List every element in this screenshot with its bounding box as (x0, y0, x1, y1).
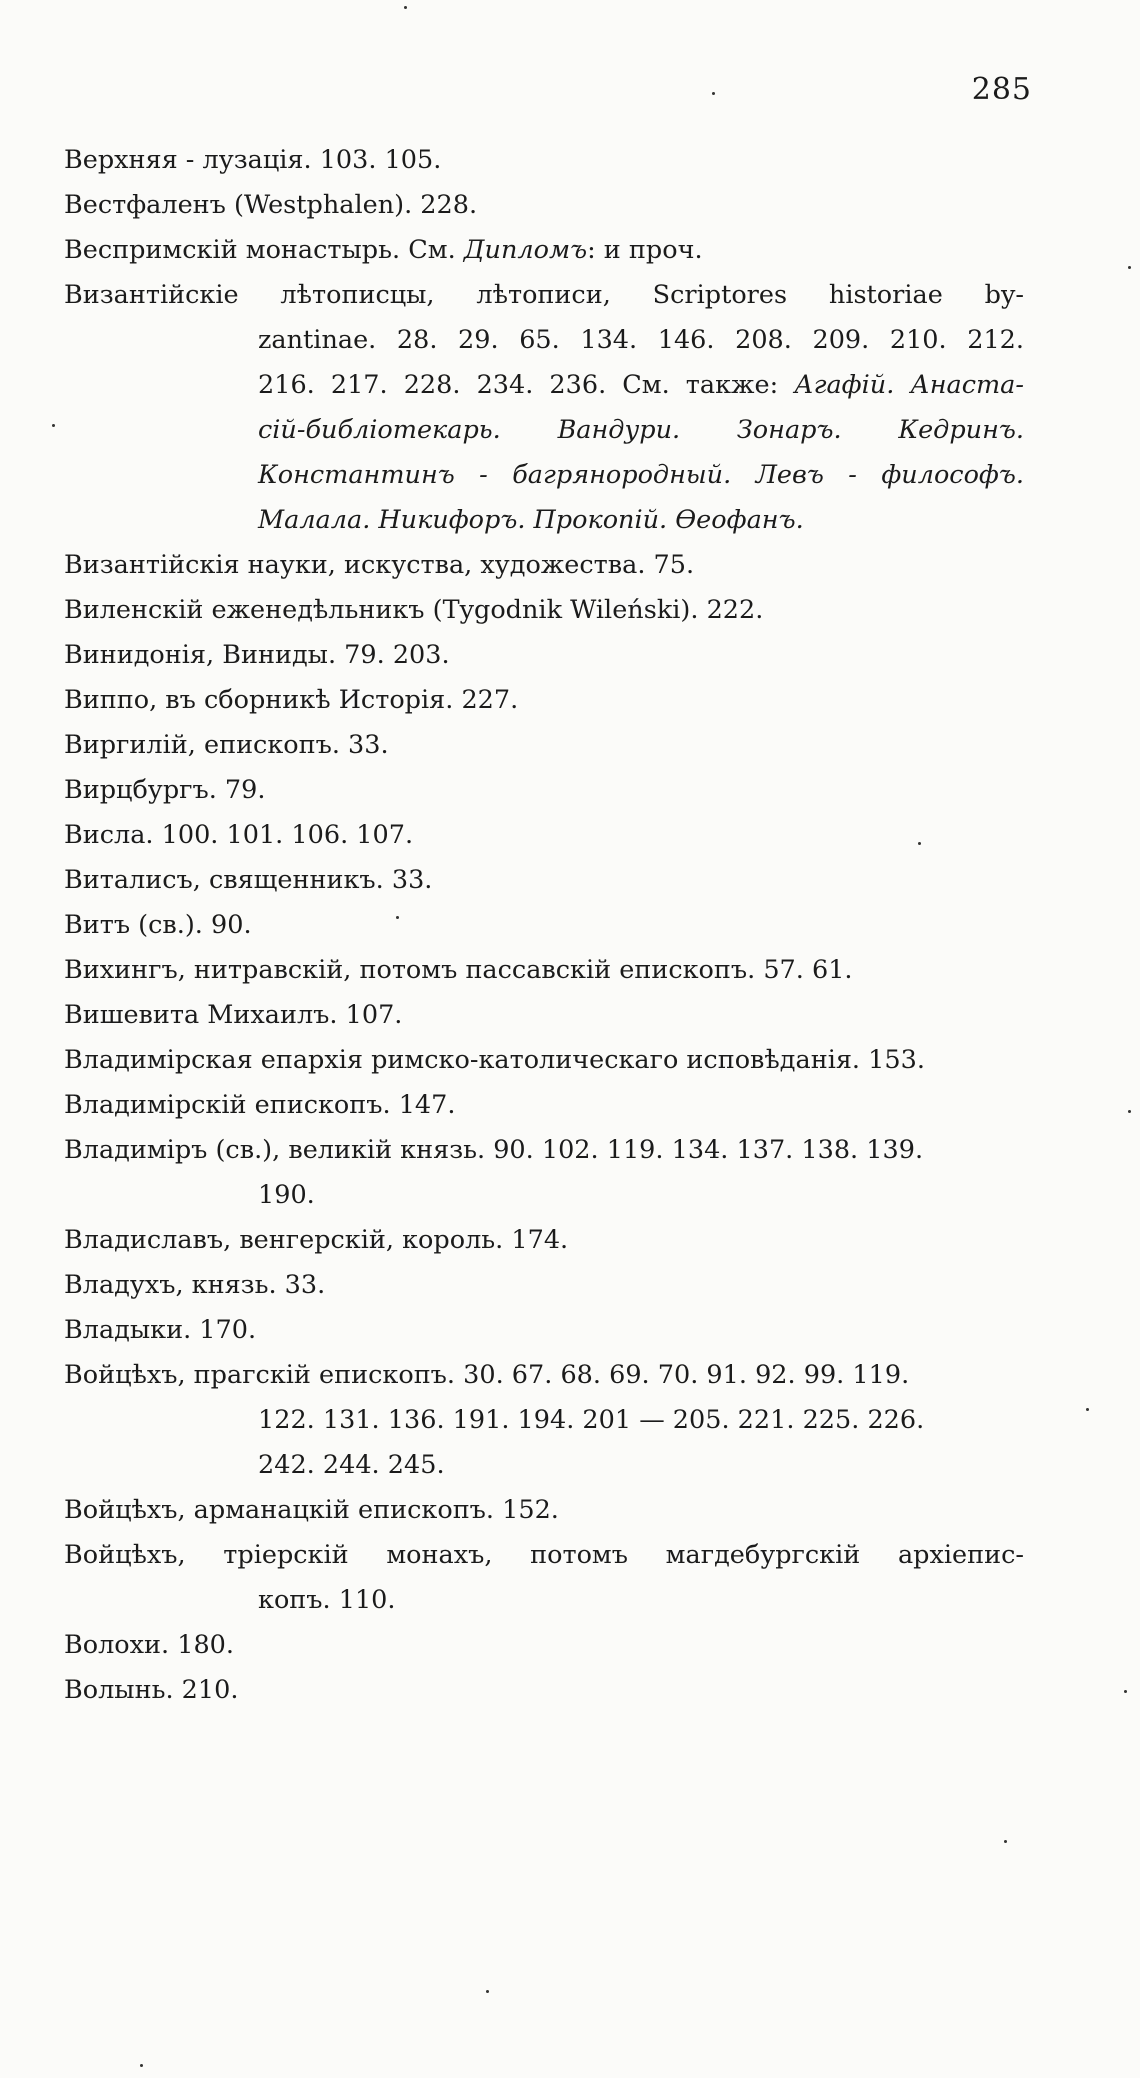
entry-crossref: Дипломъ (463, 235, 588, 265)
index-entry-continuation: Константинъ - багрянородный. Левъ - философъ. (258, 460, 1024, 490)
index-entry: Вихингъ, нитравскій, потомъ пассавскій епископъ. 57. 61. (64, 955, 853, 985)
index-entry: Войцѣхъ, прагскій епископъ. 30. 67. 68. 69. 70. 91. 92. 99. 119. (64, 1360, 910, 1390)
index-entry-continuation: 122. 131. 136. 191. 194. 201 — 205. 221. 225. 226. (258, 1405, 925, 1435)
index-entry: Висла. 100. 101. 106. 107. (64, 820, 414, 850)
index-entry: Вишевита Михаилъ. 107. (64, 1000, 403, 1030)
index-entry-continuation (64, 363, 1024, 408)
scan-speck (712, 92, 715, 95)
index-entry: Войцѣхъ, арманацкій епископъ. 152. (64, 1495, 559, 1525)
index-entry: Владиславъ, венгерскій, король. 174. (64, 1225, 569, 1255)
scan-speck (1128, 1110, 1131, 1113)
scan-speck (396, 916, 399, 919)
entry-text: 216. 217. 228. 234. 236. См. также: (258, 370, 795, 400)
index-entry: Владимірскій епископъ. 147. (64, 1090, 456, 1120)
index-entry-continuation: 190. (258, 1180, 315, 1210)
scan-speck (140, 2064, 143, 2067)
index-entry: Виргилій, епископъ. 33. (64, 730, 389, 760)
index-entry-continuation: Малала. Никифоръ. Прокопій. Ѳеофанъ. (258, 505, 804, 535)
index-entry: Владухъ, князь. 33. (64, 1270, 326, 1300)
index-entry: Волохи. 180. (64, 1630, 235, 1660)
index-entry-continuation: zantinae. 28. 29. 65. 134. 146. 208. 209. 210. 212. (258, 325, 1024, 355)
scan-speck (486, 1990, 489, 1993)
index-entry: Вестфаленъ (Westphalen). 228. (64, 190, 478, 220)
scan-speck (404, 6, 407, 9)
index-entry-continuation: 242. 244. 245. (258, 1450, 445, 1480)
index-entry: Винидонія, Виниды. 79. 203. (64, 640, 450, 670)
scan-speck (1128, 266, 1131, 269)
scan-speck (1124, 1690, 1127, 1693)
entry-crossref: Агафій. Анаста- (794, 370, 1024, 400)
scan-speck (918, 842, 921, 845)
index-entry: Византійскіе лѣтописцы, лѣтописи, Scriptores historiae by- (64, 280, 1024, 310)
index-entry: Виленскій еженедѣльникъ (Tygodnik Wileński). 222. (64, 595, 764, 625)
index-entry-continuation: копъ. 110. (258, 1585, 396, 1615)
entry-text: Веспримскій монастырь. См. (64, 235, 464, 265)
index-entry: Волынь. 210. (64, 1675, 239, 1705)
scan-speck (52, 424, 55, 427)
index-entry: Войцѣхъ, тріерскій монахъ, потомъ магдебургскій архіепис- (64, 1540, 1024, 1570)
index-entry: Витъ (св.). 90. (64, 910, 252, 940)
index-entry (64, 228, 1024, 273)
index-entry: Вирцбургъ. 79. (64, 775, 266, 805)
index-entry: Виталисъ, священникъ. 33. (64, 865, 433, 895)
index-entry: Верхняя - лузація. 103. 105. (64, 145, 442, 175)
index-entry-continuation: сій-библіотекарь. Вандури. Зонаръ. Кедринъ. (258, 415, 1024, 445)
scan-speck (1086, 1408, 1089, 1411)
index-entry: Византійскія науки, искуства, художества. 75. (64, 550, 695, 580)
entry-text: : и проч. (587, 235, 703, 265)
page-number: 285 (971, 72, 1032, 107)
index-entry: Владыки. 170. (64, 1315, 257, 1345)
scan-speck (1004, 1840, 1007, 1843)
index-entry: Владимірская епархія римско-католическаго исповѣданія. 153. (64, 1045, 925, 1075)
index-entry: Виппо, въ сборникѣ Исторія. 227. (64, 685, 519, 715)
index-list (64, 138, 1024, 1713)
index-entry: Владиміръ (св.), великій князь. 90. 102. 119. 134. 137. 138. 139. (64, 1135, 924, 1165)
